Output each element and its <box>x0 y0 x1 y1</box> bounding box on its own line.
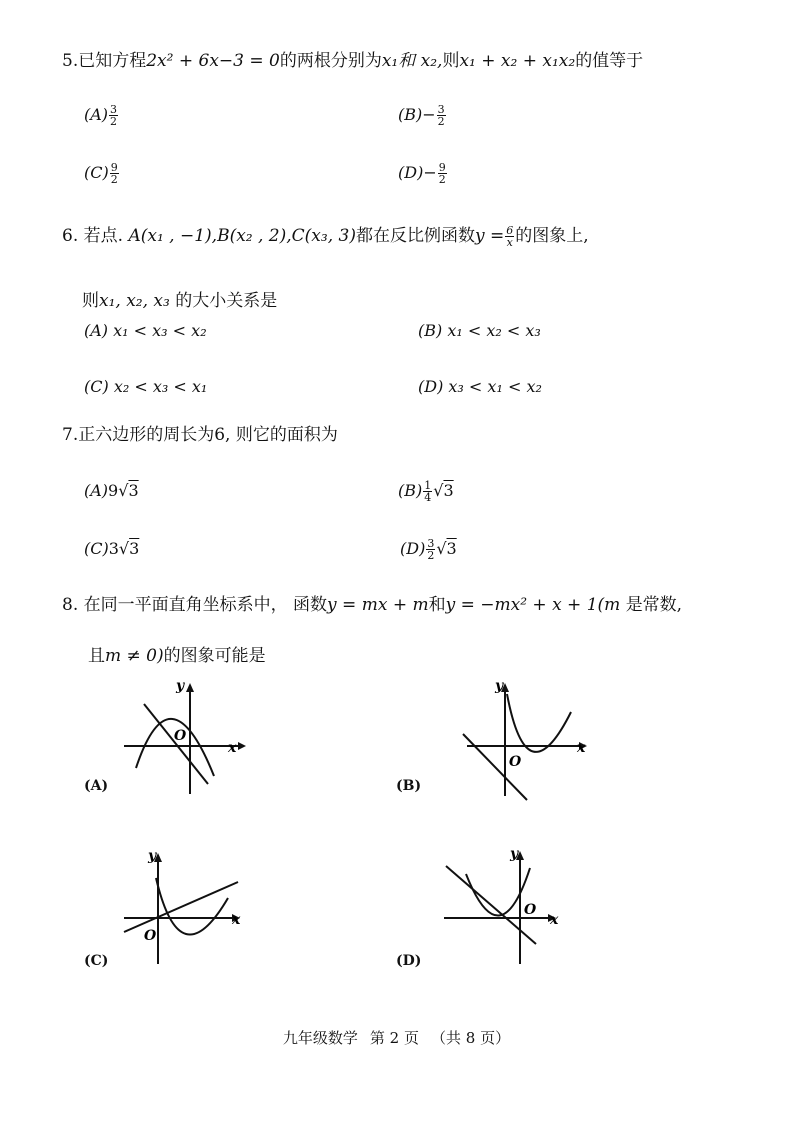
sqrt-icon: √ <box>118 481 129 500</box>
q5-expression: x₁ + x₂ + x₁x₂ <box>459 51 576 71</box>
graph-d-label: (D) <box>396 953 422 969</box>
q8-number: 8. <box>62 595 79 615</box>
sqrt-icon: √ <box>118 539 130 558</box>
q6-option-b[interactable]: (B) x₁ < x₂ < x₃ <box>418 321 541 340</box>
q7-option-d[interactable]: (D) $\frac{3}{2}$ √3 <box>400 537 457 562</box>
q5-option-a[interactable]: (A) $\frac{3}{2}$ <box>84 103 118 128</box>
y-axis-label: y <box>176 678 185 694</box>
q7-option-c[interactable]: (C)3√3 <box>84 539 140 558</box>
x-axis-label: x <box>577 740 586 756</box>
origin-label: O <box>524 902 537 918</box>
q6-option-a[interactable]: (A) x₁ < x₃ < x₂ <box>84 321 207 340</box>
q5-stem: 5.已知方程2x² + 6x−3 = 0的两根分别为x₁和 x₂,则x₁ + x₂ + x₁x₂的值等于 <box>62 51 644 71</box>
footer-total: （共 8 页） <box>431 1029 511 1047</box>
q6-stem-line2: 则x₁, x₂, x₃ 的大小关系是 <box>82 291 278 311</box>
q5-option-b[interactable]: (B)− $\frac{3}{2}$ <box>398 103 445 128</box>
graph-b[interactable] <box>455 672 605 804</box>
footer-grade: 九年级数学 <box>282 1029 358 1047</box>
q7-option-b[interactable]: (B) $\frac{1}{4}$ √3 <box>398 479 454 504</box>
x-axis-label: x <box>228 740 237 756</box>
sqrt-icon: √ <box>436 539 447 558</box>
graph-c[interactable] <box>118 844 253 968</box>
q8-stem-line2: 且m ≠ 0)的图象可能是 <box>88 646 266 666</box>
footer-page: 第 2 页 <box>369 1029 419 1047</box>
x-axis-label: x <box>232 912 241 928</box>
q5-number: 5. <box>62 51 79 71</box>
q6-stem: 6. 若点. A(x₁ , −1),B(x₂ , 2),C(x₃, 3)都在反比例函数y = $\frac{6}{x}$ 的图象上, <box>62 224 589 249</box>
q6-number: 6. <box>62 226 79 246</box>
origin-label: O <box>509 754 522 770</box>
q5-equation: 2x² + 6x−3 = 0 <box>146 51 280 71</box>
graph-b-label: (B) <box>396 778 422 794</box>
graph-d[interactable] <box>440 844 575 968</box>
origin-label: O <box>174 728 187 744</box>
y-axis-label: y <box>148 848 157 864</box>
q5-option-c[interactable]: (C) $\frac{9}{2}$ <box>84 161 118 186</box>
sqrt-icon: √ <box>433 481 444 500</box>
graph-a-label: (A) <box>84 778 109 794</box>
q7-stem: 7.正六边形的周长为6, 则它的面积为 <box>62 425 338 445</box>
q6-function-fraction: $\frac{6}{x}$ <box>506 224 514 249</box>
q6-option-c[interactable]: (C) x₂ < x₃ < x₁ <box>84 377 208 396</box>
q6-option-d[interactable]: (D) x₃ < x₁ < x₂ <box>418 377 542 396</box>
origin-label: O <box>144 928 157 944</box>
y-axis-label: y <box>495 678 504 694</box>
graph-c-label: (C) <box>84 953 109 969</box>
q6-points: A(x₁ , −1),B(x₂ , 2),C(x₃, 3) <box>128 226 356 246</box>
x-axis-label: x <box>550 912 559 928</box>
page-footer <box>0 1027 793 1048</box>
graph-a[interactable] <box>110 672 260 802</box>
q5-option-d[interactable]: (D)− $\frac{9}{2}$ <box>398 161 446 186</box>
y-axis-label: y <box>510 846 519 862</box>
q8-stem: 8. 在同一平面直角坐标系中， 函数y = mx + m和y = −mx² + x + 1(m 是常数, <box>62 595 683 615</box>
q7-option-a[interactable]: (A)9√3 <box>84 481 139 500</box>
q7-number: 7. <box>62 425 79 445</box>
